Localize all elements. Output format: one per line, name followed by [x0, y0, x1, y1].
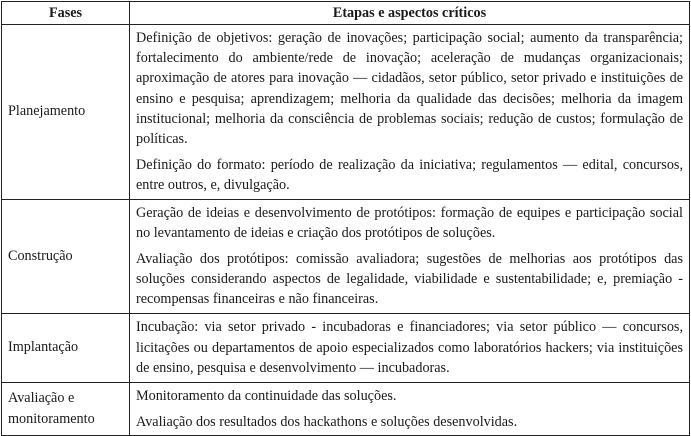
steps-cell [130, 382, 690, 435]
table-header-row [2, 2, 690, 25]
step-paragraph: Geração de ideias e desenvolvimento de protótipos: formação de equipes e participação social no levantamento de ideias e criação dos protótipos de soluções. [136, 204, 683, 241]
table-row [2, 199, 690, 313]
table-row [2, 382, 690, 435]
table-row [2, 25, 690, 200]
step-paragraph: Definição do formato: período de realização da iniciativa; regulamentos — edital, concursos, entre outros, e, divulgação. [136, 157, 683, 194]
steps-cell [130, 313, 690, 382]
step-paragraph: Avaliação dos protótipos: comissão avaliadora; sugestões de melhorias aos protótipos das soluções considerando aspectos de legalidade, viabilidade e sustentabilidade; e, premiação - recompensas financeiras e não financeiras. [136, 251, 683, 308]
steps-cell [130, 199, 690, 313]
phase-cell: Planejamento [2, 25, 130, 200]
table-row [2, 313, 690, 382]
step-paragraph: Monitoramento da continuidade das soluções. [136, 387, 397, 404]
phase-cell: Avaliação e monitoramento [2, 382, 130, 435]
step-paragraph: Avaliação dos resultados dos hackathons e soluções desenvolvidas. [136, 413, 518, 430]
header-fases: Fases [2, 2, 130, 25]
step-paragraph: Definição de objetivos: geração de inovações; participação social; aumento da transparência; fortalecimento do ambiente/rede de inovação; aceleração de mudanças organizacionais; aproximação de atores para inovação — cidadãos, setor público, setor privado e instituições de ensino e pesquisa; aprendizagem; melhoria da qualidade das decisões; melhoria da imagem institucional; melhoria da consciência de problemas sociais; redução de custos; formulação de políticas. [136, 30, 683, 148]
phase-cell: Construção [2, 199, 130, 313]
header-etapas: Etapas e aspectos críticos [130, 2, 690, 25]
phases-table [1, 1, 690, 436]
steps-cell [130, 25, 690, 200]
phase-cell: Implantação [2, 313, 130, 382]
step-paragraph: Incubação: via setor privado - incubadoras e financiadores; via setor público — concursos, licitações ou departamentos de apoio especializados como laboratórios hackers; via instituições de ensino, pesquisa e desenvolvimento — incubadoras. [136, 319, 683, 376]
